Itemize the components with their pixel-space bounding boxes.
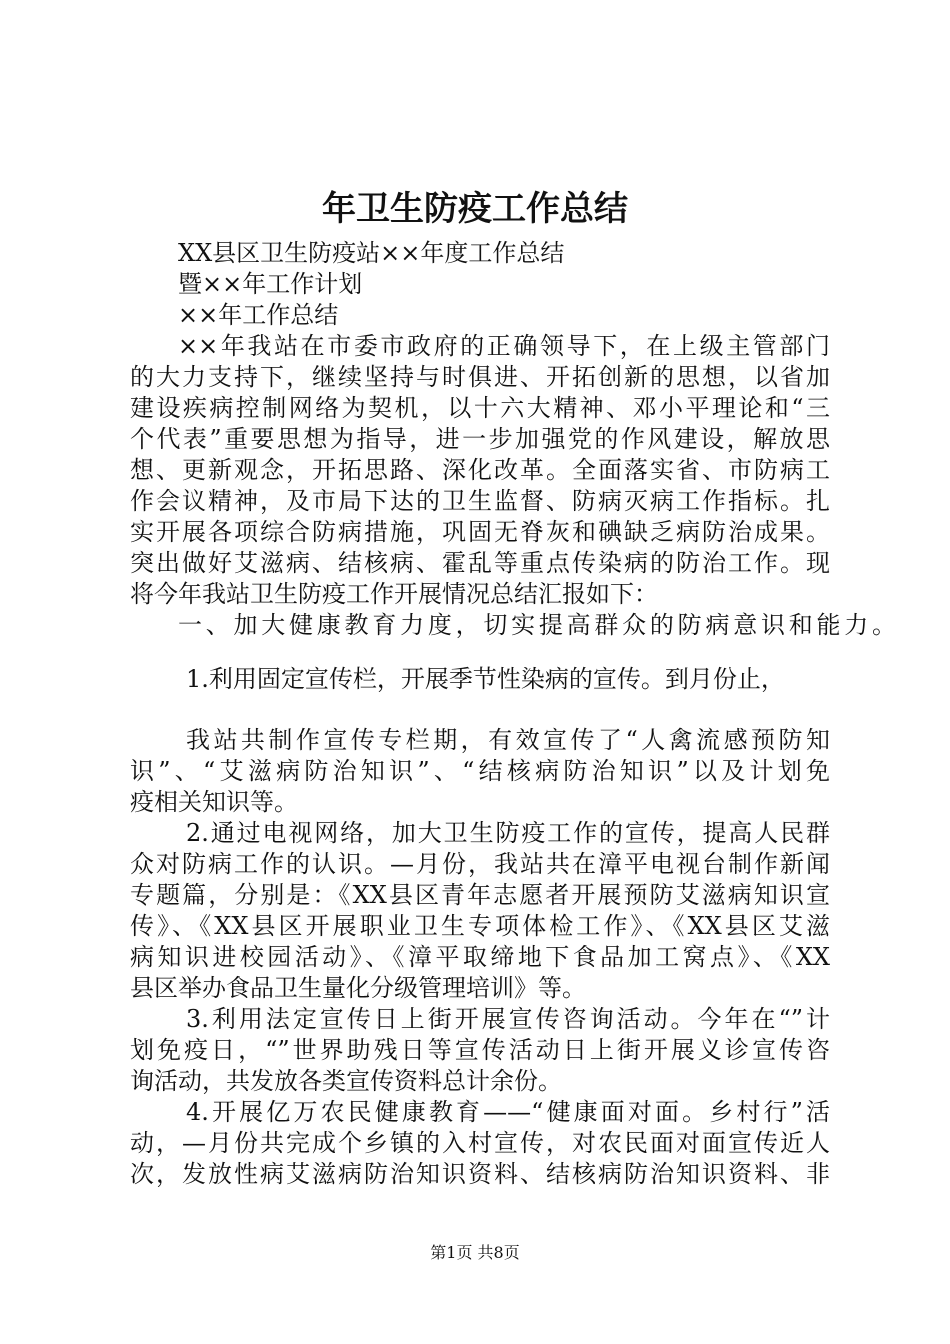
paragraph-line: 县区举办食品卫生量化分级管理培训》等。 [130, 974, 586, 1002]
paragraph-line: 动，—月份共完成个乡镇的入村宣传，对农民面对面宣传近人 [130, 1129, 830, 1157]
paragraph-line: 将今年我站卫生防疫工作开展情况总结汇报如下： [130, 580, 658, 608]
paragraph-line: 传》、《XX县区开展职业卫生专项体检工作》、《XX县区艾滋 [130, 912, 830, 940]
paragraph-line: 3.利用法定宣传日上街开展宣传咨询活动。今年在“”计 [186, 1005, 830, 1033]
paragraph-line: 建设疾病控制网络为契机，以十六大精神、邓小平理论和“三 [130, 394, 830, 422]
paragraph-line: 疫相关知识等。 [130, 788, 298, 816]
section-heading: 一、加大健康教育力度，切实提高群众的防病意识和能力。 [178, 611, 896, 639]
paragraph-line: 作会议精神，及市局下达的卫生监督、防病灭病工作指标。扎 [130, 487, 830, 515]
paragraph-line: 我站共制作宣传专栏期，有效宣传了“人禽流感预防知 [186, 726, 830, 754]
body-item-1-heading [130, 664, 830, 695]
paragraph-line: 突出做好艾滋病、结核病、霍乱等重点传染病的防治工作。现 [130, 549, 830, 577]
paragraph-line: 划免疫日，“”世界助残日等宣传活动日上街开展义诊宣传咨 [130, 1036, 830, 1064]
body-section-intro [130, 238, 896, 641]
paragraph-line: 识”、“艾滋病防治知识”、“结核病防治知识”以及计划免 [130, 757, 830, 785]
paragraph-line: 个代表”重要思想为指导，进一步加强党的作风建设，解放思 [130, 425, 830, 453]
paragraph-line: 2.通过电视网络，加大卫生防疫工作的宣传，提高人民群 [186, 819, 830, 847]
paragraph-line: 1.利用固定宣传栏，开展季节性染病的宣传。到月份止， [186, 665, 785, 693]
heading-line: 暨××年工作计划 [178, 270, 363, 298]
body-section-items [130, 725, 830, 1190]
paragraph-line: ××年我站在市委市政府的正确领导下，在上级主管部门 [178, 332, 830, 360]
paragraph-line: 想、更新观念，开拓思路、深化改革。全面落实省、市防病工 [130, 456, 830, 484]
paragraph-line: 实开展各项综合防病措施，巩固无脊灰和碘缺乏病防治成果。 [130, 518, 830, 546]
paragraph-line: 询活动，共发放各类宣传资料总计余份。 [130, 1067, 562, 1095]
paragraph-line: 专题篇，分别是：《XX县区青年志愿者开展预防艾滋病知识宣 [130, 881, 830, 909]
heading-line: XX县区卫生防疫站××年度工作总结 [178, 239, 565, 267]
paragraph-line: 众对防病工作的认识。—月份，我站共在漳平电视台制作新闻 [130, 850, 830, 878]
paragraph-line: 病知识进校园活动》、《漳平取缔地下食品加工窝点》、《XX [130, 943, 830, 971]
page-number-footer: 第1页 共8页 [430, 1243, 520, 1262]
heading-line: ××年工作总结 [178, 301, 339, 329]
paragraph-line: 4.开展亿万农民健康教育——“健康面对面。乡村行”活 [186, 1098, 830, 1126]
paragraph-line: 的大力支持下，继续坚持与时俱进、开拓创新的思想，以省加 [130, 363, 830, 391]
document-title: 年卫生防疫工作总结 [322, 189, 628, 229]
paragraph-line: 次，发放性病艾滋病防治知识资料、结核病防治知识资料、非 [130, 1160, 830, 1188]
